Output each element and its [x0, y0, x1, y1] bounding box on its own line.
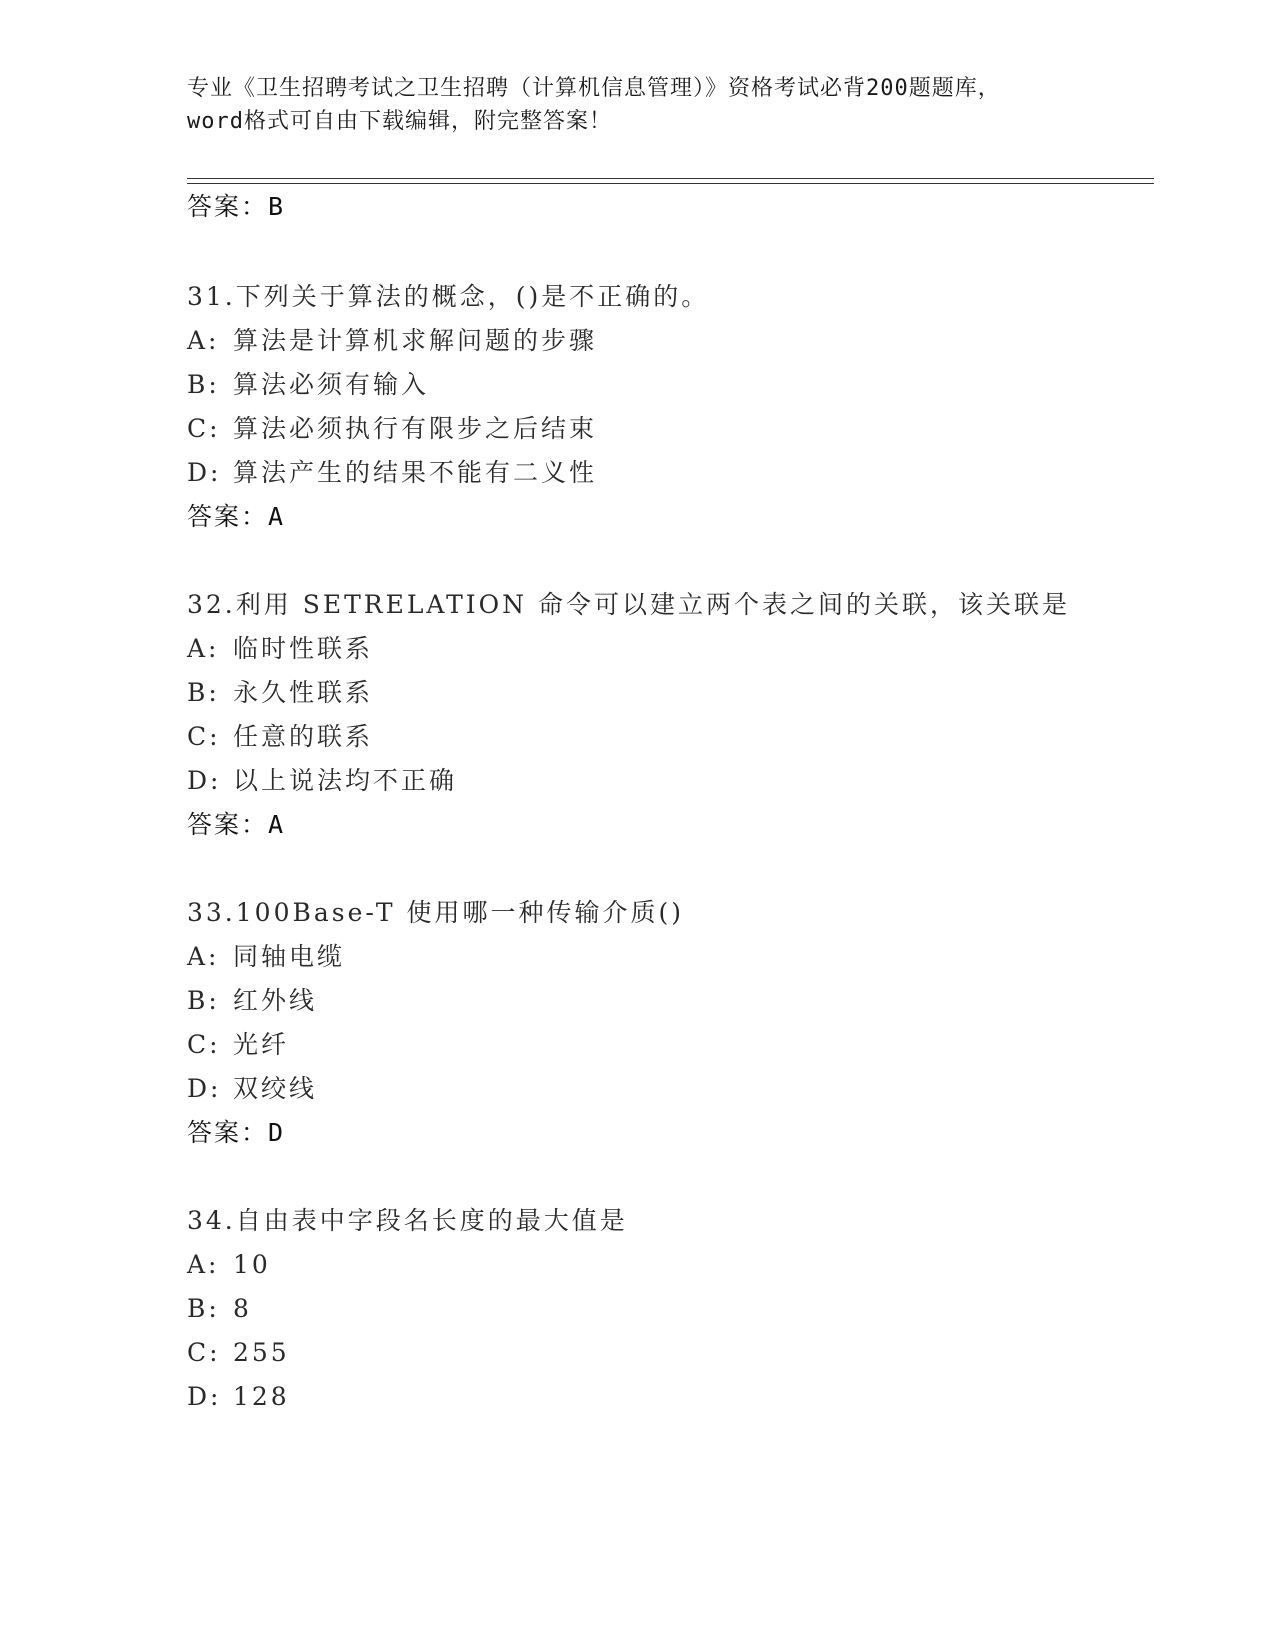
answer-line: 答案：B — [187, 192, 286, 221]
option-text: 双绞线 — [233, 1074, 318, 1103]
option-letter: A: — [187, 942, 220, 971]
option-text: 128 — [233, 1382, 290, 1411]
option-text: 10 — [233, 1250, 271, 1279]
option-d — [187, 1072, 317, 1106]
option-letter: B: — [187, 678, 220, 707]
option-b — [187, 984, 317, 1018]
option-a — [187, 940, 345, 974]
header-line-1: 专业《卫生招聘考试之卫生招聘（计算机信息管理）》资格考试必背200题题库， — [187, 76, 1001, 101]
header-divider-bottom — [187, 183, 1154, 184]
option-letter: D: — [187, 766, 222, 795]
question-stem: 34.自由表中字段名长度的最大值是 — [187, 1206, 628, 1235]
answer-line: 答案：D — [187, 1118, 286, 1147]
option-text: 算法是计算机求解问题的步骤 — [233, 326, 598, 355]
option-text: 算法必须执行有限步之后结束 — [233, 414, 598, 443]
option-text: 255 — [233, 1338, 290, 1367]
option-b — [187, 1292, 252, 1326]
option-c — [187, 412, 597, 446]
option-text: 以上说法均不正确 — [233, 766, 458, 795]
option-c — [187, 720, 373, 754]
option-text: 任意的联系 — [233, 722, 374, 751]
option-b — [187, 368, 429, 402]
option-text: 8 — [233, 1294, 252, 1323]
option-a — [187, 1248, 271, 1282]
answer-line: 答案：A — [187, 810, 286, 839]
option-letter: A: — [187, 326, 220, 355]
option-text: 光纤 — [233, 1030, 290, 1059]
option-text: 算法必须有输入 — [233, 370, 430, 399]
option-c — [187, 1336, 290, 1370]
option-b — [187, 676, 373, 710]
option-d — [187, 764, 457, 798]
option-letter: D: — [187, 1074, 222, 1103]
header-divider-top — [187, 178, 1154, 179]
option-letter: C: — [187, 414, 221, 443]
option-a — [187, 324, 597, 358]
option-text: 红外线 — [233, 986, 318, 1015]
option-text: 永久性联系 — [233, 678, 374, 707]
option-letter: C: — [187, 722, 221, 751]
option-letter: A: — [187, 634, 220, 663]
option-letter: D: — [187, 1382, 222, 1411]
option-c — [187, 1028, 289, 1062]
option-letter: B: — [187, 1294, 220, 1323]
option-letter: C: — [187, 1338, 221, 1367]
option-text: 同轴电缆 — [233, 942, 346, 971]
question-stem: 33.100Base-T 使用哪一种传输介质() — [187, 898, 685, 927]
option-letter: C: — [187, 1030, 221, 1059]
option-letter: A: — [187, 1250, 220, 1279]
option-text: 临时性联系 — [233, 634, 374, 663]
answer-line: 答案：A — [187, 502, 286, 531]
header-line-2: word格式可自由下载编辑，附完整答案！ — [187, 109, 612, 134]
option-letter: B: — [187, 370, 220, 399]
option-letter: B: — [187, 986, 220, 1015]
option-text: 算法产生的结果不能有二义性 — [233, 458, 598, 487]
option-d — [187, 1380, 290, 1414]
option-a — [187, 632, 373, 666]
question-stem: 32.利用 SETRELATION 命令可以建立两个表之间的关联，该关联是 — [187, 590, 1070, 619]
option-letter: D: — [187, 458, 222, 487]
option-d — [187, 456, 597, 490]
question-stem: 31.下列关于算法的概念，()是不正确的。 — [187, 282, 710, 311]
document-header — [187, 72, 1087, 138]
